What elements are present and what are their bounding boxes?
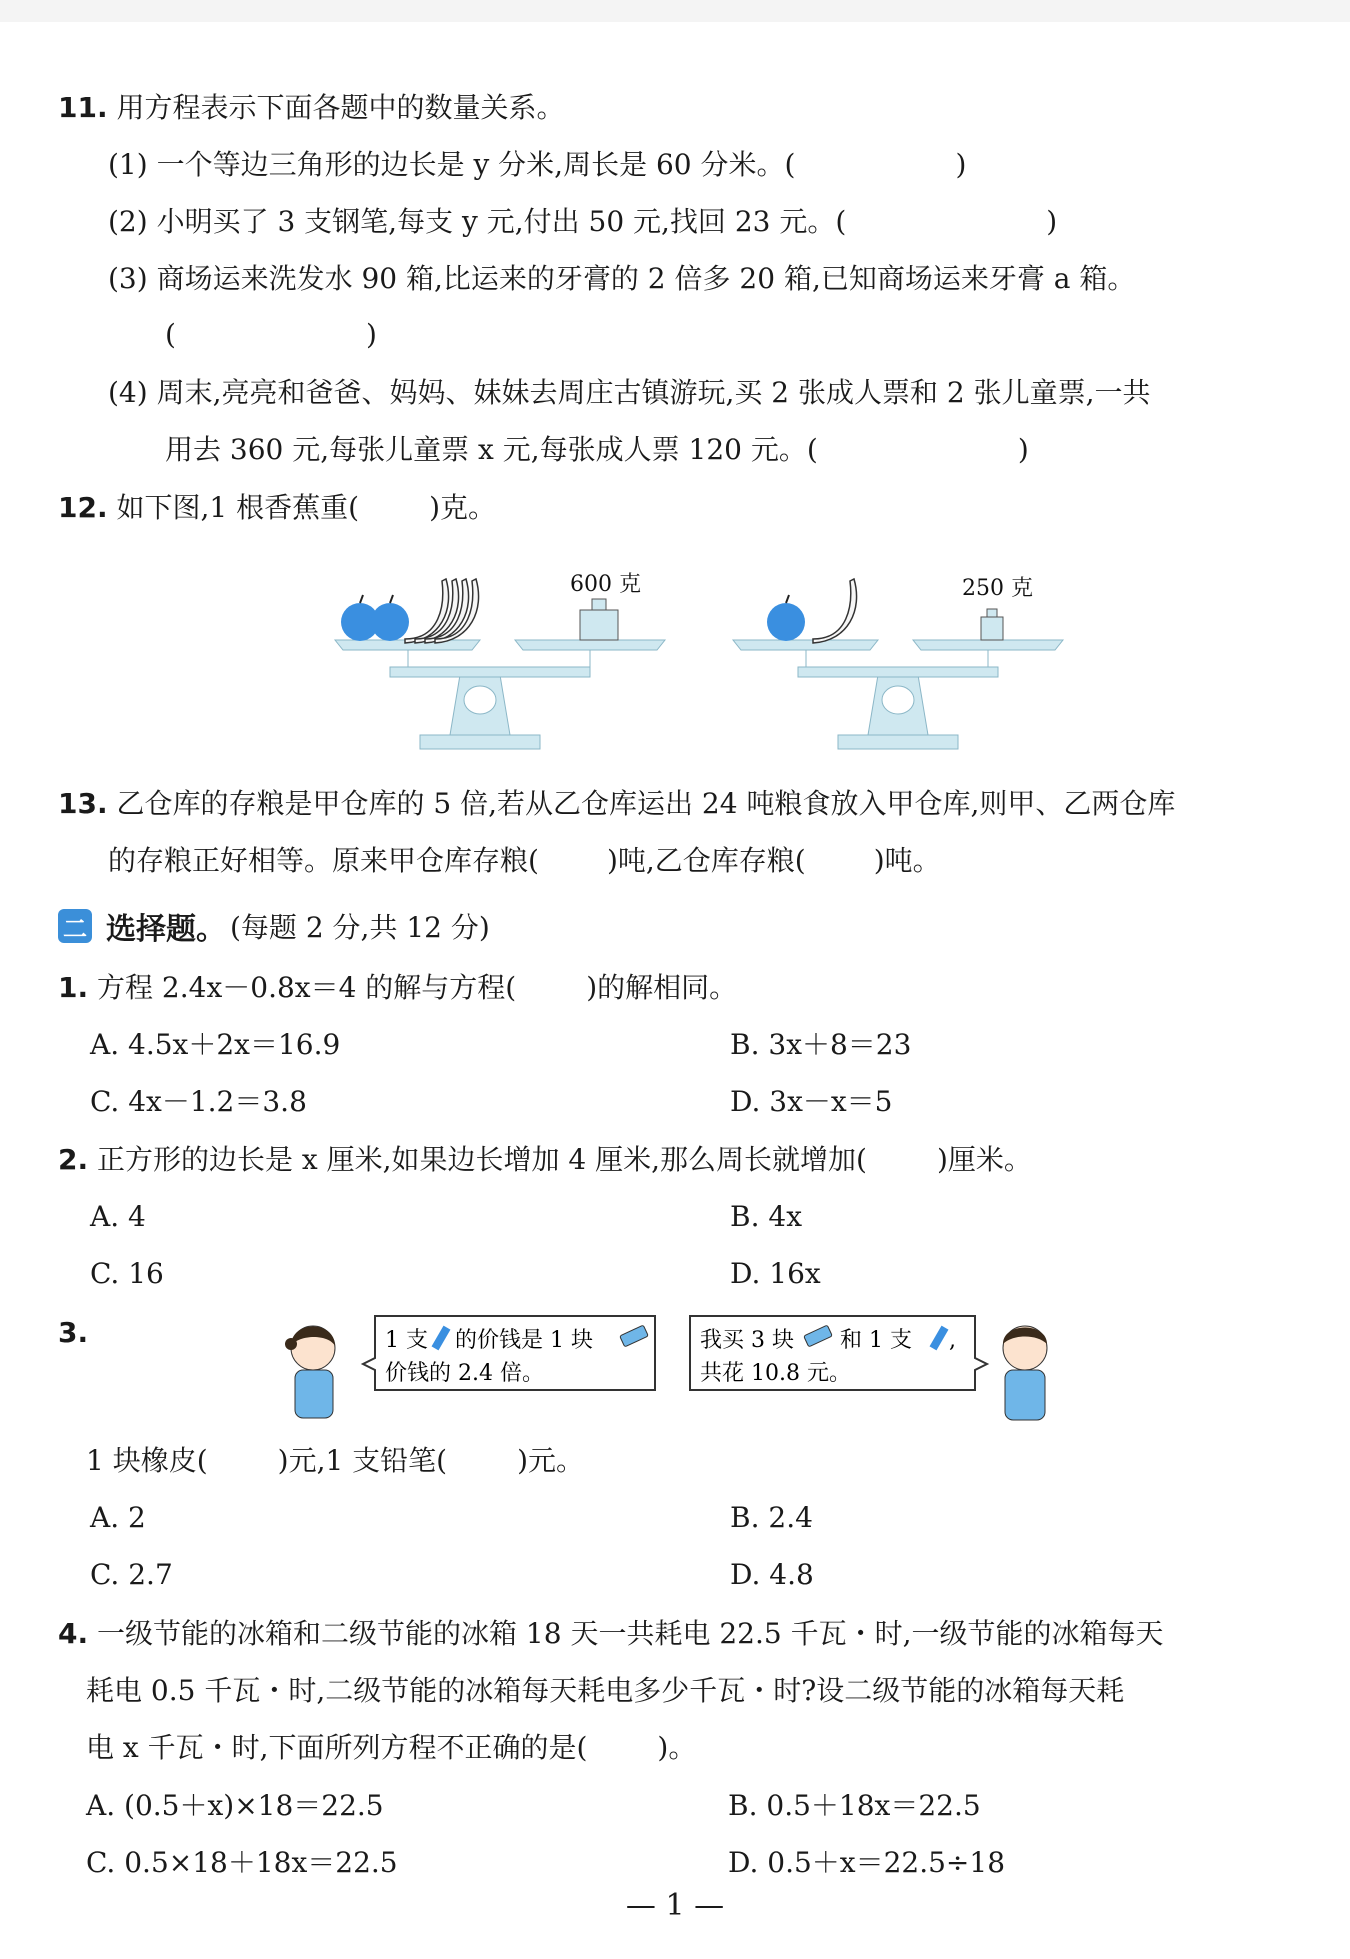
q11-part1-text: (1) 一个等边三角形的边长是 y 分米,周长是 60 分米。( — [108, 148, 796, 181]
bubble1-text1b: 的价钱是 1 块 — [455, 1328, 593, 1353]
q13-line2 — [108, 841, 941, 881]
q11-part1-close: ) — [955, 148, 967, 181]
c3-text-a: 1 块橡皮( — [86, 1444, 208, 1477]
c1-option-c[interactable]: C. 4x－1.2＝3.8 — [90, 1085, 307, 1118]
c3-illustration — [285, 1310, 1070, 1428]
weight-label-250: 250 克 — [962, 576, 1033, 601]
scale-dial — [882, 686, 914, 714]
q11-part3-open: ( — [165, 318, 176, 351]
c4-line2: 耗电 0.5 千瓦・时,二级节能的冰箱每天耗电多少千瓦・时?设二级节能的冰箱每天耗 — [86, 1674, 1125, 1707]
q11-part1 — [108, 145, 966, 185]
c1-option-d[interactable]: D. 3x－x＝5 — [730, 1085, 893, 1118]
q11-part4-line2 — [165, 430, 1029, 470]
weight-icon — [981, 617, 1003, 640]
q11-title-line — [58, 88, 565, 128]
c4-option-c[interactable]: C. 0.5×18＋18x＝22.5 — [86, 1846, 398, 1879]
c3-stem — [86, 1441, 584, 1481]
c1-option-a[interactable]: A. 4.5x＋2x＝16.9 — [90, 1028, 341, 1061]
c4-text3a: 电 x 千瓦・时,下面所列方程不正确的是( — [86, 1731, 588, 1764]
q11-number: 11. — [58, 91, 108, 124]
balance-scale-2 — [728, 555, 1068, 755]
section-number-icon: 二 — [58, 909, 92, 943]
scale-base — [838, 735, 958, 749]
q11-part4-text1: (4) 周末,亮亮和爸爸、妈妈、妹妹去周庄古镇游玩,买 2 张成人票和 2 张儿童票,一共 — [108, 376, 1151, 409]
scale-base — [420, 735, 540, 749]
q11-part2-close: ) — [1046, 205, 1058, 238]
c2-option-c[interactable]: C. 16 — [90, 1257, 164, 1290]
page-number: — 1 — — [625, 1888, 725, 1923]
scale-dial — [464, 686, 496, 714]
c3-text-b: )元,1 支铅笔( — [277, 1444, 448, 1477]
section-note: (每题 2 分,共 12 分) — [230, 911, 490, 944]
c2-text: 正方形的边长是 x 厘米,如果边长增加 4 厘米,那么周长就增加( — [97, 1143, 867, 1176]
c4-number: 4. — [58, 1617, 89, 1650]
boy-icon — [1003, 1326, 1047, 1420]
bubble1-text1a: 1 支 — [385, 1328, 428, 1353]
c2-option-d[interactable]: D. 16x — [730, 1257, 821, 1290]
q11-part3-text: (3) 商场运来洗发水 90 箱,比运来的牙膏的 2 倍多 20 箱,已知商场运来牙膏 a 箱。 — [108, 262, 1136, 295]
c3-number-line — [58, 1313, 88, 1353]
c3-option-b[interactable]: B. 2.4 — [730, 1501, 813, 1534]
q12-line — [58, 488, 496, 528]
q13-text2c: )吨。 — [873, 844, 941, 877]
scale-beam — [798, 667, 998, 677]
section-title: 选择题。 — [106, 912, 226, 947]
girl-icon — [285, 1326, 335, 1418]
weight-label-600: 600 克 — [570, 572, 641, 597]
scale-left-pan — [733, 640, 878, 650]
c1-text-end: )的解相同。 — [586, 971, 738, 1004]
q13-number: 13. — [58, 787, 108, 820]
bubble1-text2: 价钱的 2.4 倍。 — [385, 1361, 544, 1386]
banana-icon — [405, 579, 479, 643]
c3-option-c[interactable]: C. 2.7 — [90, 1558, 173, 1591]
q11-part2-text: (2) 小明买了 3 支钢笔,每支 y 元,付出 50 元,找回 23 元。( — [108, 205, 847, 238]
bubble2-text2: 共花 10.8 元。 — [700, 1361, 851, 1386]
c2-text-end: )厘米。 — [936, 1143, 1032, 1176]
c1-text: 方程 2.4x－0.8x＝4 的解与方程( — [97, 971, 517, 1004]
weight-icon — [580, 610, 618, 640]
q12-text: 如下图,1 根香蕉重( — [116, 491, 360, 524]
q11-part2 — [108, 202, 1057, 242]
c1-option-b[interactable]: B. 3x＋8＝23 — [730, 1028, 912, 1061]
q11-part3-answer — [165, 315, 377, 355]
q12-text-end: )克。 — [429, 491, 496, 524]
apple-icon — [767, 603, 805, 641]
c4-option-d[interactable]: D. 0.5＋x＝22.5÷18 — [728, 1846, 1006, 1879]
q11-part3 — [108, 259, 1135, 299]
q12-number: 12. — [58, 491, 108, 524]
q11-title: 用方程表示下面各题中的数量关系。 — [116, 91, 565, 124]
c3-option-a[interactable]: A. 2 — [90, 1501, 146, 1534]
scale-right-pan — [515, 640, 665, 650]
c4-option-a[interactable]: A. (0.5＋x)×18＝22.5 — [86, 1789, 384, 1822]
c4-text1: 一级节能的冰箱和二级节能的冰箱 18 天一共耗电 22.5 千瓦・时,一级节能的冰箱每天 — [97, 1617, 1164, 1650]
q11-part4-text2: 用去 360 元,每张儿童票 x 元,每张成人票 120 元。( — [165, 433, 818, 466]
c4-option-b[interactable]: B. 0.5＋18x＝22.5 — [728, 1789, 981, 1822]
apple-icon — [371, 603, 409, 641]
c3-number: 3. — [58, 1316, 89, 1349]
banana-icon — [813, 579, 857, 643]
c3-option-d[interactable]: D. 4.8 — [730, 1558, 814, 1591]
c1-stem — [58, 968, 737, 1008]
q11-part3-close: ) — [365, 318, 377, 351]
balance-scale-1 — [330, 555, 670, 755]
c1-number: 1. — [58, 971, 89, 1004]
bubble2-text1c: , — [949, 1328, 956, 1353]
scale-beam — [390, 667, 590, 677]
bubble2-text1a: 我买 3 块 — [700, 1328, 794, 1353]
section-header — [58, 904, 490, 948]
q13-text1: 乙仓库的存粮是甲仓库的 5 倍,若从乙仓库运出 24 吨粮食放入甲仓库,则甲、乙两仓库 — [116, 787, 1176, 820]
q13-text2a: 的存粮正好相等。原来甲仓库存粮( — [108, 844, 539, 877]
top-margin — [0, 0, 1350, 22]
c2-stem — [58, 1140, 1032, 1180]
q11-part4-line1 — [108, 373, 1151, 413]
q13-line1 — [58, 784, 1175, 824]
c2-option-a[interactable]: A. 4 — [90, 1200, 146, 1233]
c4-line1 — [58, 1614, 1164, 1654]
c2-number: 2. — [58, 1143, 89, 1176]
c4-text3b: )。 — [657, 1731, 697, 1764]
bubble2-text1b: 和 1 支 — [840, 1328, 912, 1353]
c2-option-b[interactable]: B. 4x — [730, 1200, 802, 1233]
q13-text2b: )吨,乙仓库存粮( — [606, 844, 806, 877]
c3-text-c: )元。 — [517, 1444, 585, 1477]
c4-line3 — [86, 1728, 696, 1768]
scale-right-pan — [913, 640, 1063, 650]
q11-part4-close: ) — [1017, 433, 1029, 466]
